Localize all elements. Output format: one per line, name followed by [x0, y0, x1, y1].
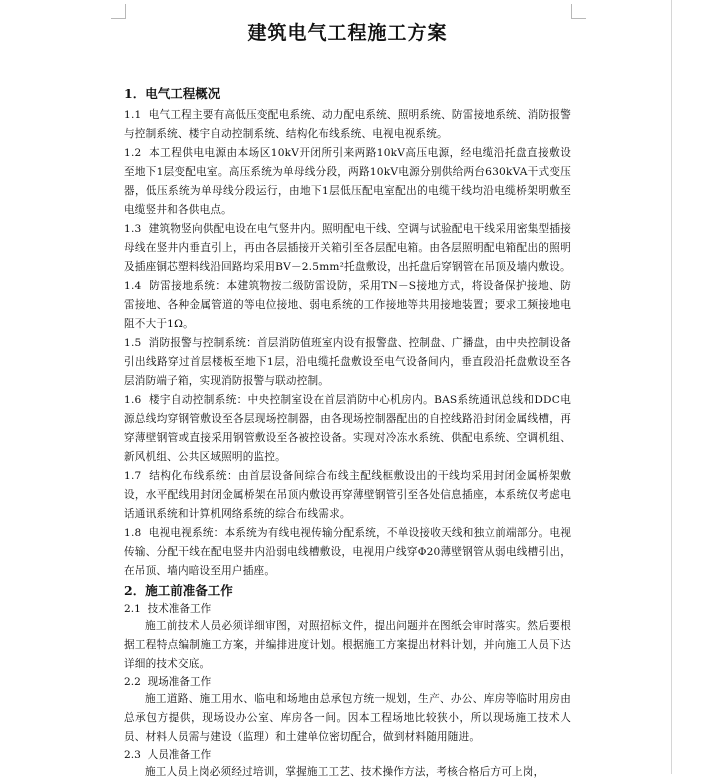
paragraph-1-1: 1.1 电气工程主要有高低压变配电系统、动力配电系统、照明系统、防雷接地系统、消防报警与控制系统、楼宇自动控制系统、结构化布线系统、电视电视系统。: [124, 109, 572, 140]
paragraph-1-7: 1.7 结构化布线系统：由首层设备间综合布线主配线框敷设出的干线均采用封闭金属桥架敷设，水平配线用封闭金属桥架在吊顶内敷设再穿薄壁钢管引至各处信息插座，本系统仅考虑电话通讯系统和计算机网络系统的综合布线需求。: [124, 470, 571, 520]
paragraph-1-5: 1.5 消防报警与控制系统：首层消防值班室内设有报警盘、控制盘、广播盘，由中央控制设备引出线路穿过首层楼板至地下1层，沿电缆托盘敷设至电气设备间内，垂直段沿托盘敷设至各层消防端子箱，实现消防报警与联动控制。: [124, 337, 572, 387]
paragraph-1-8: 1.8 电视电视系统：本系统为有线电视传输分配系统，不单设接收天线和独立前端部分。电视传输、分配干线在配电竖井内沿弱电线槽敷设，电视用户线穿Φ20薄壁钢管从弱电线槽引出，在吊顶、墙内暗设至用户插座。: [124, 527, 572, 577]
page-corner-mark-top-right: [571, 4, 586, 19]
section-heading: 2．施工前准备工作: [124, 583, 233, 598]
paragraph-1-6: 1.6 楼宇自动控制系统：中央控制室设在首层消防中心机房内。BAS系统通讯总线和DDC电源总线均穿钢管敷设至各层现场控制器，由各现场控制器配出的自控线路沿封闭金属线槽，再穿薄壁钢管或直接采用钢管敷设至各被控设备。实现对冷冻水系统、供配电系统、空调机组、新风机组、公共区域照明的监控。: [124, 394, 571, 463]
document-title: 建筑电气工程施工方案: [247, 22, 448, 44]
section-heading: 1．电气工程概况: [124, 86, 221, 101]
subsection-heading-2-2: 2.2 现场准备工作: [124, 676, 212, 688]
page-edge: [671, 0, 672, 774]
paragraph-1-4: 1.4 防雷接地系统：本建筑物按二级防雷设防，采用TN－S接地方式，将设备保护接地、防雷接地、各种金属管道的等电位接地、弱电系统的工作接地等共用接地装置；要求工频接地电阻不大于1Ω。: [124, 280, 571, 330]
subsection-heading-2-1: 2.1 技术准备工作: [124, 603, 212, 615]
paragraph-2-2: 施工道路、施工用水、临电和场地由总承包方统一规划，生产、办公、库房等临时用房由总承包方提供，现场设办公室、库房各一间。因本工程场地比较狭小，所以现场施工技术人员、材料人员需与建设（监理）和土建单位密切配合，做到材料随用随进。: [124, 693, 571, 743]
paragraph-2-1: 施工前技术人员必须详细审图，对照招标文件，提出问题并在图纸会审时落实。然后要根据工程特点编制施工方案，并编排进度计划。根据施工方案提出材料计划，并向施工人员下达详细的技术交底。: [124, 620, 571, 670]
document-page: [124, 18, 571, 782]
subsection-heading-2-3: 2.3 人员准备工作: [124, 749, 212, 761]
paragraph-1-3: 1.3 建筑物竖向供配电设在电气竖井内。照明配电干线、空调与试验配电干线采用密集型插接母线在竖井内垂直引上，再由各层插接开关箱引至各层配电箱。由各层照明配电箱配出的照明及插座铜芯塑料线沿回路均采用BV－2.5mm²托盘敷设，出托盘后穿钢管在吊顶及墙内敷设。: [124, 223, 572, 273]
page-corner-mark-top-left: [111, 4, 126, 19]
paragraph-1-2: 1.2 本工程供电电源由本场区10kV开闭所引来两路10kV高压电源，经电缆沿托盘直接敷设至地下1层变配电室。高压系统为单母线分段，两路10kV电源分别供给两台630kVA干式变压器，低压系统为单母线分段运行，由地下1层低压配电室配出的电缆干线均沿电缆桥架明敷至电缆竖井和各供电点。: [124, 147, 572, 216]
paragraph-2-3: 施工人员上岗必须经过培训，掌握施工工艺、技术操作方法，考核合格后方可上岗，: [145, 766, 545, 778]
